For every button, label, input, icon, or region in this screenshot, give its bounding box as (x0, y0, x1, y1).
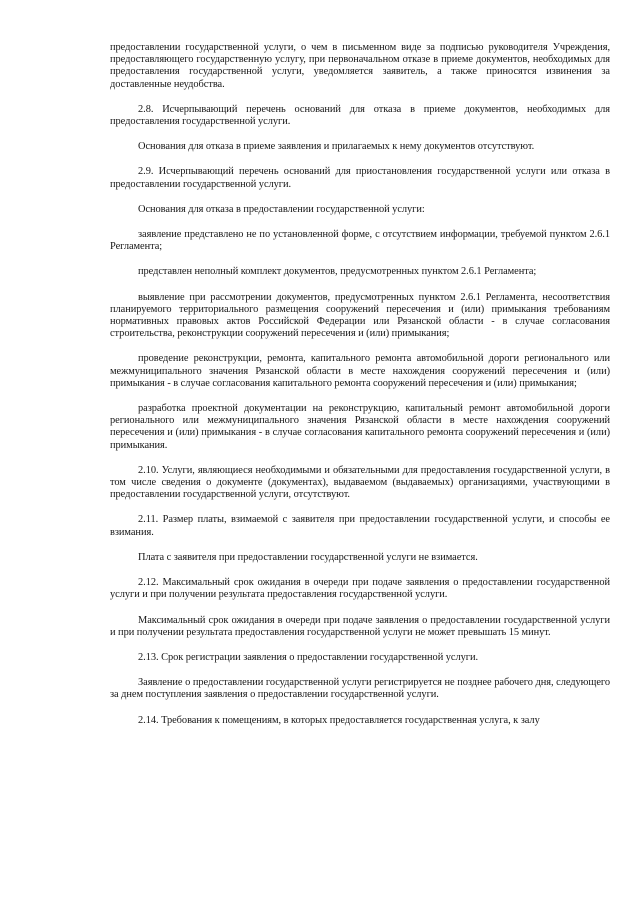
paragraph-2-11-heading: 2.11. Размер платы, взимаемой с заявителя при предоставлении государственной услуги, и способы ее взимания. (110, 514, 610, 538)
list-item-incomplete: представлен неполный комплект документов, предусмотренных пунктом 2.6.1 Регламента; (138, 266, 537, 278)
paragraph-2-14-heading: 2.14. Требования к помещениям, в которых предоставляется государственная услуга, к залу (138, 714, 540, 726)
paragraph-2-9-heading: 2.9. Исчерпывающий перечень оснований для приостановления государственной услуги или отказа в предоставлении государственной услуги. (110, 166, 610, 190)
list-item-reconstruction: проведение реконструкции, ремонта, капитального ремонта автомобильной дороги регионального или межмуниципального значения Рязанской области в месте нахождения сооружений пересечения и (или) примыкания - в случае согласования капитального ремонта сооружений пересечения и (или) примыкания; (110, 353, 610, 389)
paragraph-2-10: 2.10. Услуги, являющиеся необходимыми и обязательными для предоставления государственной услуги, в том числе сведения о документе (документах), выдаваемом (выдаваемых) организациями, участвующими в предоставлении государственной услуги, отсутствуют. (110, 464, 610, 501)
paragraph-apology: предоставлении государственной услуги, о чем в письменном виде за подписью руководителя Учреждения, предоставляющего государственную услугу, при первоначальном отказе в приеме документов, необходимых для предоставления государственной услуги, уведомляется заявитель, а также приносятся извинения за доставленные неудобства. (110, 42, 610, 90)
paragraph-2-12-body: Максимальный срок ожидания в очереди при подаче заявления о предоставлении государственной услуги и при получении результата предоставления государственной услуги не может превышать 15 минут. (110, 614, 610, 638)
paragraph-2-8-body: Основания для отказа в приеме заявления и прилагаемых к нему документов отсутствуют. (138, 141, 535, 153)
paragraph-2-9-intro: Основания для отказа в предоставлении государственной услуги: (138, 203, 425, 215)
paragraph-2-13-heading: 2.13. Срок регистрации заявления о предоставлении государственной услуги. (138, 651, 479, 663)
list-item-form: заявление представлено не по установленной форме, с отсутствием информации, требуемой пунктом 2.6.1 Регламента; (110, 229, 610, 253)
list-item-nonconformity: выявление при рассмотрении документов, предусмотренных пунктом 2.6.1 Регламента, несоответствия планируемого территориального размещения сооружений пересечения и (или) примыкания требованиям нормативных правовых актов Российской Федерации или Рязанской области - в случае согласования строительства, реконструкции сооружений пересечения и (или) примыкания; (110, 291, 610, 340)
paragraph-2-8-heading: 2.8. Исчерпывающий перечень оснований для отказа в приеме документов, необходимых для предоставления государственной услуги. (110, 103, 610, 128)
paragraph-2-11-body: Плата с заявителя при предоставлении государственной услуги не взимается. (138, 551, 478, 563)
paragraph-2-13-body: Заявление о предоставлении государственной услуги регистрируется не позднее рабочего дня, следующего за днем поступления заявления о предоставлении государственной услуги. (110, 677, 610, 701)
paragraph-2-12-heading: 2.12. Максимальный срок ожидания в очереди при подаче заявления о предоставлении государственной услуги и при получении результата предоставления государственной услуги. (110, 577, 610, 601)
list-item-design-docs: разработка проектной документации на реконструкцию, капитальный ремонт автомобильной дороги регионального или межмуниципального значения Рязанской области в месте нахождения сооружений пересечения и (или) примыкания - в случае согласования капитального ремонта сооружений пересечения и (или) примыкания. (110, 403, 610, 451)
